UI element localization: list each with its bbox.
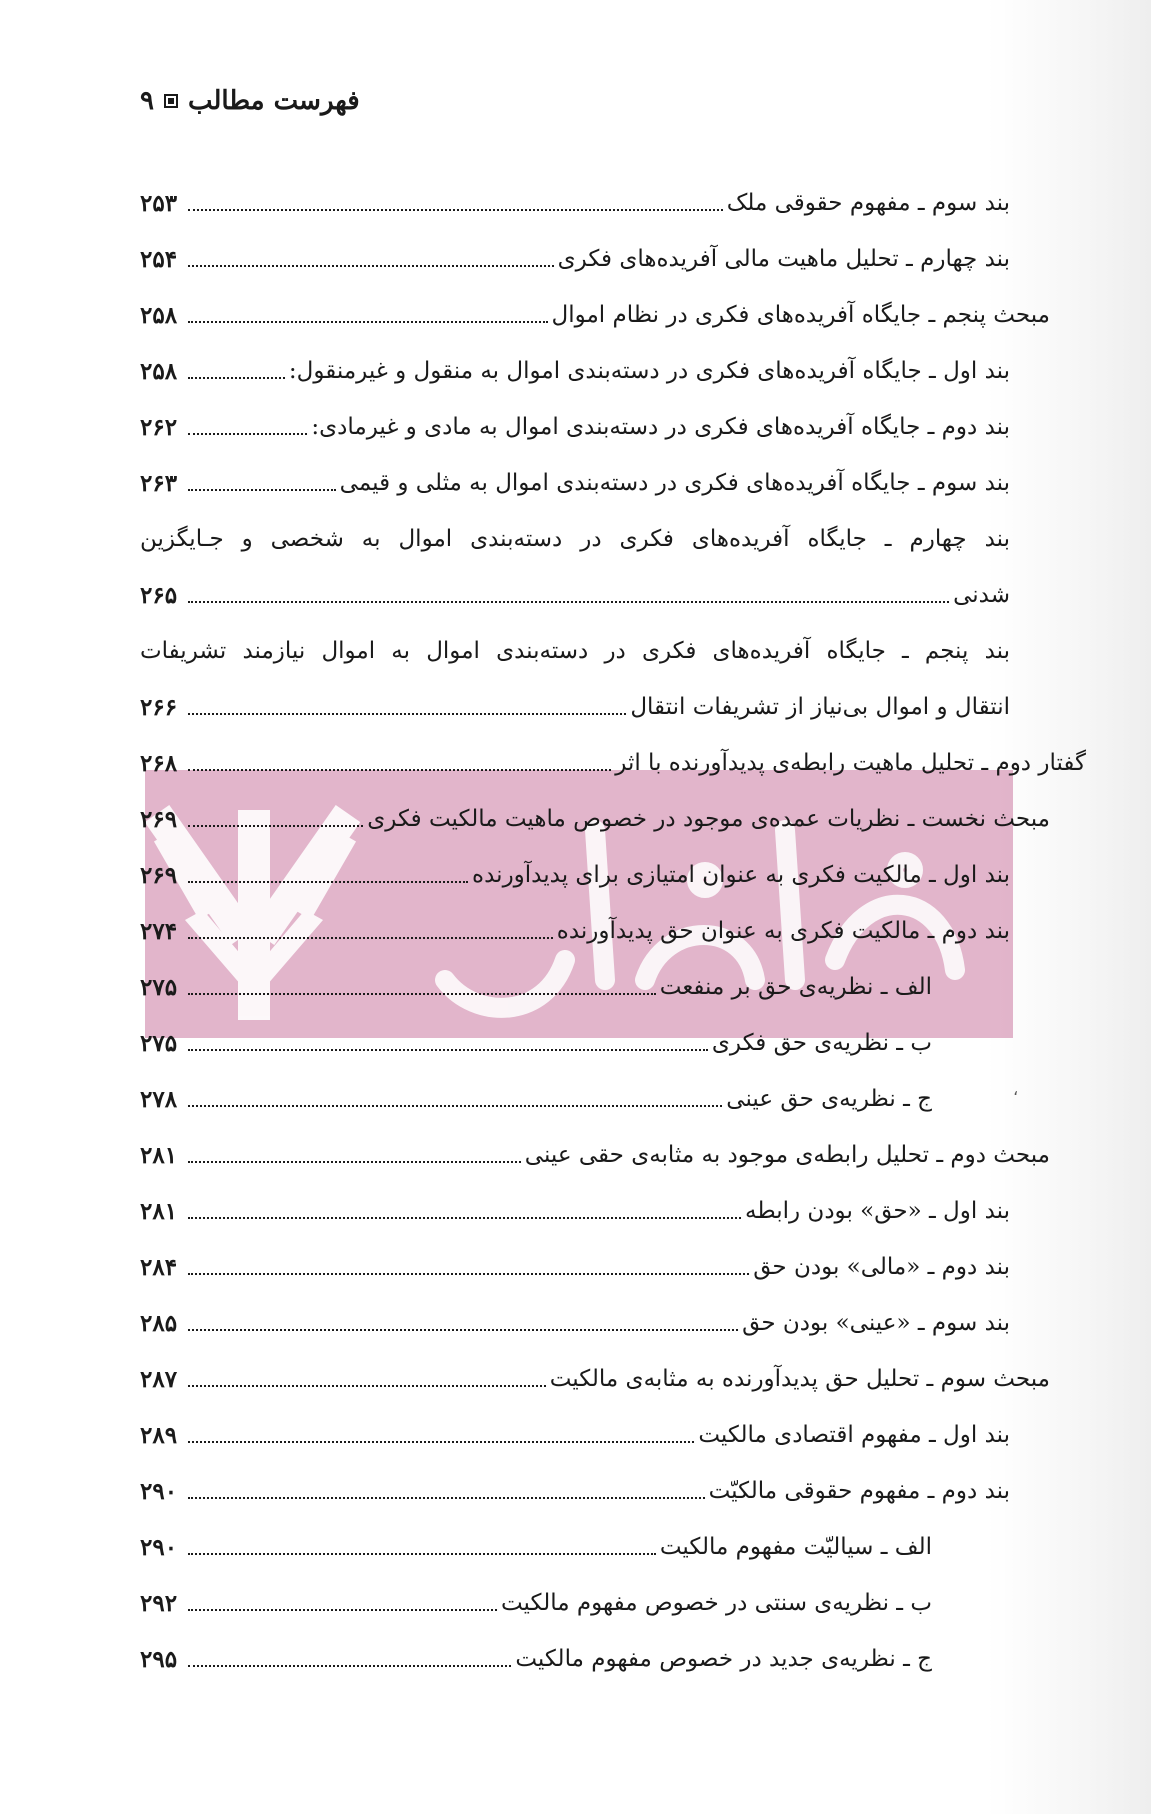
toc-entry-page-number: ۲۶۹ — [140, 806, 178, 834]
toc-entry[interactable] — [140, 162, 1010, 218]
toc-entry-title: بند اول ـ مفهوم اقتصادی مالکیت — [698, 1422, 1010, 1449]
table-of-contents — [140, 162, 1086, 1674]
running-header — [140, 86, 360, 116]
dot-leader — [188, 825, 363, 827]
toc-entry-title: ج ـ نظریه‌ی جدید در خصوص مفهوم مالکیت — [515, 1646, 932, 1673]
toc-entry[interactable] — [140, 890, 1010, 946]
dot-leader — [188, 1105, 722, 1107]
toc-entry-title: مبحث نخست ـ نظریات عمده‌ی موجود در خصوص ماهیت مالکیت فکری — [367, 806, 1050, 833]
toc-entry-page-number: ۲۵۸ — [140, 302, 178, 330]
dot-leader — [188, 489, 336, 491]
toc-entry-page-number: ۲۶۲ — [140, 414, 178, 442]
toc-entry[interactable] — [140, 498, 1010, 554]
toc-entry-title: بند اول ـ مالکیت فکری به عنوان امتیازی برای پدیدآورنده — [472, 862, 1010, 889]
dot-leader — [188, 1441, 694, 1443]
toc-entry[interactable] — [140, 442, 1010, 498]
toc-entry-title: الف ـ سیالیّت مفهوم مالکیت — [659, 1534, 932, 1561]
toc-entry[interactable] — [140, 1226, 1010, 1282]
toc-entry-title: بند دوم ـ مالکیت فکری به عنوان حق پدیدآورنده — [556, 918, 1010, 945]
toc-entry-page-number: ۲۹۰ — [140, 1534, 178, 1562]
toc-entry-title: بند سوم ـ جایگاه آفریده‌های فکری در دسته‌بندی اموال به مثلی و قیمی — [339, 470, 1010, 497]
dot-leader — [188, 265, 554, 267]
dot-leader — [188, 1217, 741, 1219]
toc-entry-page-number: ۲۹۰ — [140, 1478, 178, 1506]
toc-entry[interactable] — [140, 722, 1086, 778]
dot-leader — [188, 209, 723, 211]
dot-leader — [188, 993, 656, 995]
toc-entry-title: بند دوم ـ مفهوم حقوقی مالکیّت — [708, 1478, 1010, 1505]
dot-leader — [188, 1553, 656, 1555]
toc-entry-page-number: ۲۶۹ — [140, 862, 178, 890]
toc-entry-page-number: ۲۷۴ — [140, 918, 178, 946]
dot-leader — [188, 433, 307, 435]
toc-entry[interactable] — [140, 946, 1010, 1002]
toc-entry-page-number: ۲۷۵ — [140, 1030, 178, 1058]
toc-entry-title: بند چهارم ـ جایگاه آفریده‌های فکری در دسته‌بندی اموال به شخصی و جـایگزین — [140, 526, 1010, 553]
toc-entry-page-number: ۲۶۵ — [140, 582, 178, 610]
toc-entry[interactable] — [140, 330, 1010, 386]
toc-entry-title: بند دوم ـ «مالی» بودن حق — [753, 1254, 1010, 1281]
toc-entry[interactable] — [140, 386, 1010, 442]
toc-entry-page-number: ۲۸۹ — [140, 1422, 178, 1450]
dot-leader — [188, 1385, 546, 1387]
toc-entry[interactable] — [140, 1450, 1010, 1506]
toc-entry-page-number: ۲۵۴ — [140, 246, 178, 274]
header-page-number: ۹ — [140, 86, 154, 116]
dot-leader — [188, 1497, 705, 1499]
toc-entry-page-number: ۲۷۵ — [140, 974, 178, 1002]
toc-entry-title: بند سوم ـ مفهوم حقوقی ملک — [726, 190, 1010, 217]
toc-entry[interactable] — [140, 1562, 1010, 1618]
toc-entry-title: گفتار دوم ـ تحلیل ماهیت رابطه‌ی پدیدآورنده با اثر — [615, 750, 1086, 777]
toc-entry[interactable] — [140, 1338, 1050, 1394]
toc-entry-page-number: ۲۸۴ — [140, 1254, 178, 1282]
toc-entry[interactable] — [140, 218, 1010, 274]
toc-entry-page-number: ۲۶۸ — [140, 750, 178, 778]
toc-entry-title: بند چهارم ـ تحلیل ماهیت مالی آفریده‌های فکری — [557, 246, 1010, 273]
dot-leader — [188, 377, 285, 379]
toc-entry[interactable] — [140, 778, 1050, 834]
toc-entry[interactable] — [140, 1618, 1010, 1674]
dot-leader — [188, 713, 626, 715]
toc-entry[interactable] — [140, 610, 1010, 666]
toc-entry-title: بند پنجم ـ جایگاه آفریده‌های فکری در دسته‌بندی اموال به اموال نیازمند تشریفات — [140, 638, 1010, 665]
toc-entry[interactable] — [140, 1170, 1010, 1226]
toc-entry-page-number: ۲۸۵ — [140, 1310, 178, 1338]
toc-entry-title: انتقال و اموال بی‌نیاز از تشریفات انتقال — [630, 694, 1010, 721]
toc-entry-title: شدنی — [953, 582, 1010, 609]
toc-entry-page-number: ۲۸۱ — [140, 1198, 178, 1226]
dot-leader — [188, 601, 949, 603]
toc-entry-page-number: ۲۶۶ — [140, 694, 178, 722]
toc-entry-title: مبحث پنجم ـ جایگاه آفریده‌های فکری در نظام اموال — [551, 302, 1050, 329]
margin-mark: ، — [1013, 1080, 1019, 1099]
toc-entry-title: مبحث دوم ـ تحلیل رابطه‌ی موجود به مثابه‌ی حقی عینی — [524, 1142, 1050, 1169]
toc-entry-title: بند سوم ـ «عینی» بودن حق — [742, 1310, 1010, 1337]
dot-leader — [188, 1329, 738, 1331]
toc-entry[interactable] — [140, 274, 1050, 330]
dot-leader — [188, 937, 553, 939]
toc-entry[interactable] — [140, 1114, 1050, 1170]
dot-leader — [188, 1665, 511, 1667]
toc-entry[interactable] — [140, 1058, 1010, 1114]
toc-entry-title: ب ـ نظریه‌ی حق فکری — [711, 1030, 932, 1057]
toc-entry-page-number: ۲۵۸ — [140, 358, 178, 386]
dot-leader — [188, 321, 548, 323]
dot-leader — [188, 1161, 521, 1163]
toc-entry[interactable] — [140, 834, 1010, 890]
square-bullet-icon — [164, 94, 178, 108]
toc-entry-title: بند اول ـ جایگاه آفریده‌های فکری در دسته‌بندی اموال به منقول و غیرمنقول: — [288, 358, 1010, 385]
toc-entry-page-number: ۲۹۲ — [140, 1590, 178, 1618]
toc-entry-page-number: ۲۶۳ — [140, 470, 178, 498]
toc-entry-title: ب ـ نظریه‌ی سنتی در خصوص مفهوم مالکیت — [500, 1590, 932, 1617]
dot-leader — [188, 881, 468, 883]
toc-entry-title: بند اول ـ «حق» بودن رابطه — [745, 1198, 1010, 1225]
toc-entry[interactable] — [140, 666, 1010, 722]
toc-entry-page-number: ۲۹۵ — [140, 1646, 178, 1674]
toc-entry-title: الف ـ نظریه‌ی حق بر منفعت — [659, 974, 932, 1001]
toc-entry-page-number: ۲۷۸ — [140, 1086, 178, 1114]
dot-leader — [188, 1609, 497, 1611]
toc-entry-page-number: ۲۵۳ — [140, 190, 178, 218]
toc-entry-page-number: ۲۸۱ — [140, 1142, 178, 1170]
toc-entry[interactable] — [140, 1506, 1010, 1562]
dot-leader — [188, 1049, 708, 1051]
toc-entry-title: مبحث سوم ـ تحلیل حق پدیدآورنده به مثابه‌ی مالکیت — [549, 1366, 1050, 1393]
toc-entry[interactable] — [140, 1002, 1010, 1058]
toc-entry[interactable] — [140, 554, 1010, 610]
dot-leader — [188, 1273, 749, 1275]
toc-entry-title: ج ـ نظریه‌ی حق عینی — [726, 1086, 932, 1113]
toc-entry[interactable] — [140, 1282, 1010, 1338]
header-title: فهرست مطالب — [187, 86, 360, 116]
toc-entry-page-number: ۲۸۷ — [140, 1366, 178, 1394]
toc-entry[interactable] — [140, 1394, 1010, 1450]
toc-entry-title: بند دوم ـ جایگاه آفریده‌های فکری در دسته‌بندی اموال به مادی و غیرمادی: — [311, 414, 1010, 441]
dot-leader — [188, 769, 611, 771]
